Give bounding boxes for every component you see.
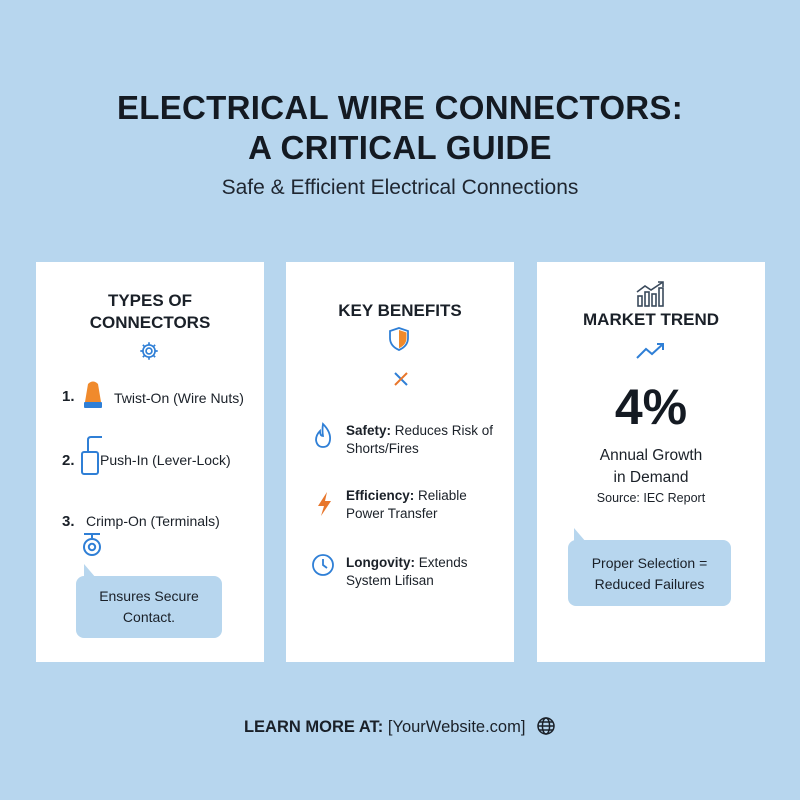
ring-terminal-icon — [80, 530, 104, 558]
list-item-number-2: 2. — [62, 452, 75, 469]
footer-label: LEARN MORE AT: — [243, 718, 384, 736]
flame-icon — [312, 422, 334, 450]
benefit-safety-label: Safety: — [346, 423, 392, 438]
page-title — [0, 88, 800, 168]
growth-stat-label — [537, 445, 765, 489]
list-item-number-3: 3. — [62, 513, 75, 530]
wire-nut-icon — [82, 380, 104, 410]
bar-chart-icon — [635, 280, 667, 308]
list-item-label-3: Crimp-On (Terminals) — [86, 513, 220, 529]
card-key-benefits — [286, 262, 514, 662]
lightning-icon — [314, 490, 334, 518]
gear-icon — [138, 340, 160, 362]
benefit-longevity — [346, 554, 496, 590]
growth-stat-label-line1: Annual Growth — [599, 447, 703, 464]
benefit-efficiency — [346, 487, 496, 523]
note-bubble-proper-selection — [568, 540, 731, 606]
benefit-efficiency-text: Reliable Power Transfer — [346, 488, 467, 521]
benefit-safety-text: Reduces Risk of Shorts/Fires — [346, 423, 494, 456]
page-title-line1: ELECTRICAL WIRE CONNECTORS: — [116, 89, 684, 126]
card-types-title-line2: CONNECTORS — [89, 313, 211, 332]
list-item-number-1: 1. — [62, 388, 75, 405]
benefit-efficiency-label: Efficiency: — [346, 488, 415, 503]
benefit-longevity-text: Extends System Lifisan — [346, 555, 468, 588]
growth-stat: 4% — [614, 379, 688, 435]
note-text: Ensures Secure Contact. — [99, 588, 199, 625]
growth-stat-label-line2: in Demand — [613, 469, 689, 486]
note-bubble-secure-contact — [76, 576, 222, 638]
tools-icon — [392, 370, 410, 388]
card-market-title: MARKET TREND — [583, 310, 719, 329]
page-title-line2: A CRITICAL GUIDE — [248, 129, 552, 166]
source-note: Source: IEC Report — [596, 491, 706, 505]
card-types-of-connectors — [36, 262, 264, 662]
trend-up-icon — [635, 340, 667, 362]
list-item-label-2: Push-In (Lever-Lock) — [100, 452, 231, 468]
clock-icon — [310, 552, 336, 578]
card-types-title — [36, 290, 264, 334]
shield-icon — [388, 326, 410, 352]
footer-link[interactable]: [YourWebsite.com] — [387, 718, 526, 736]
footer — [0, 716, 800, 737]
benefit-safety — [346, 422, 496, 458]
list-item-label-1: Twist-On (Wire Nuts) — [114, 390, 244, 406]
card-types-title-line1: TYPES OF — [107, 291, 193, 310]
benefit-longevity-label: Longovity: — [346, 555, 415, 570]
card-benefits-title: KEY BENEFITS — [338, 301, 462, 320]
globe-icon — [536, 716, 556, 736]
note-line2: Reduced Failures — [594, 576, 705, 592]
card-market-trend — [537, 262, 765, 662]
page-subtitle: Safe & Efficient Electrical Connections — [221, 176, 579, 199]
note-line1: Proper Selection = — [591, 555, 708, 571]
